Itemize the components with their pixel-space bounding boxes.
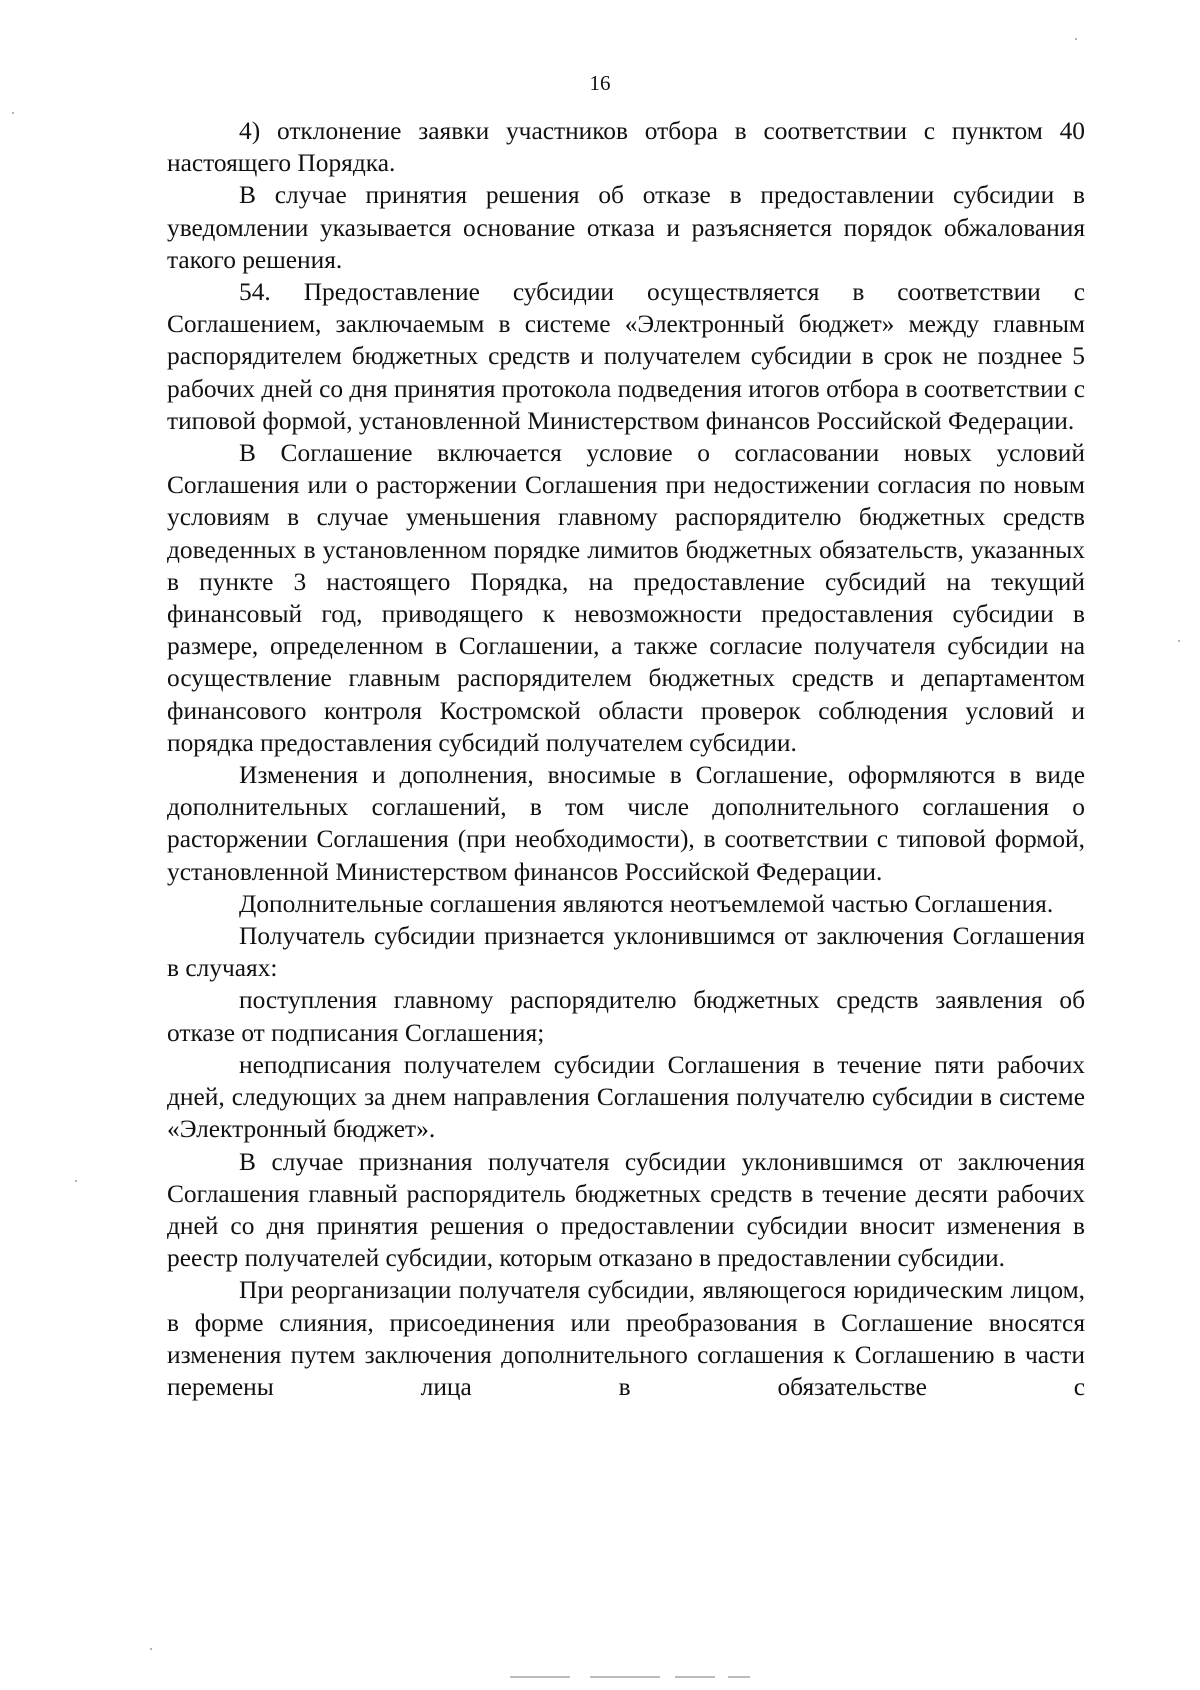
document-body — [167, 115, 1085, 1403]
paragraph-agreement-changes: Изменения и дополнения, вносимые в Соглашение, оформляются в виде дополнительных соглашений, в том числе дополнительного соглашения о расторжении Соглашения (при необходимости), в соответствии с типовой формой, установленной Министерством финансов Российской Федерации. — [167, 761, 1085, 886]
paragraph-evasion-case-refusal: поступления главному распорядителю бюджетных средств заявления об отказе от подписания Соглашения; — [167, 986, 1085, 1047]
paragraph-evasion-cases: Получатель субсидии признается уклонившимся от заключения Соглашения в случаях: — [167, 922, 1085, 983]
bottom-scan-marks — [500, 1674, 760, 1680]
scan-speck — [1075, 38, 1077, 40]
paragraph-54-subsidy-agreement: 54. Предоставление субсидии осуществляется в соответствии с Соглашением, заключаемым в системе «Электронный бюджет» между главным распорядителем бюджетных средств и получателем субсидии в срок не позднее 5 рабочих дней со дня принятия протокола подведения итогов отбора в соответствии с типовой формой, установленной Министерством финансов Российской Федерации. — [167, 278, 1085, 435]
paragraph-refusal-notice: В случае принятия решения об отказе в предоставлении субсидии в уведомлении указывается основание отказа и разъясняется порядок обжалования такого решения. — [167, 181, 1085, 274]
paragraph-additional-agreements: Дополнительные соглашения являются неотъемлемой частью Соглашения. — [239, 889, 1054, 918]
paragraph-reorganization: При реорганизации получателя субсидии, являющегося юридическим лицом, в форме слияния, присоединения или преобразования в Соглашение вносятся изменения путем заключения дополнительного соглашения к Соглашению в части перемены лица в обязательстве с — [167, 1276, 1085, 1401]
page-number: 16 — [589, 71, 611, 95]
scan-speck — [150, 1648, 152, 1650]
scan-speck — [1178, 640, 1180, 642]
paragraph-evasion-consequence: В случае признания получателя субсидии уклонившимся от заключения Соглашения главный распорядитель бюджетных средств в течение десяти рабочих дней со дня принятия решения о предоставлении субсидии вносит изменения в реестр получателей субсидии, которым отказано в предоставлении субсидии. — [167, 1147, 1085, 1273]
scan-speck — [75, 1180, 77, 1182]
paragraph-evasion-case-unsigned: неподписания получателем субсидии Соглашения в течение пяти рабочих дней, следующих за днем направления Соглашения получателю субсидии в системе «Электронный бюджет». — [167, 1050, 1085, 1144]
scan-speck — [12, 112, 14, 114]
paragraph-agreement-conditions: В Соглашение включается условие о согласовании новых условий Соглашения или о расторжении Соглашения при недостижении согласия по новым условиям в случае уменьшения главному распорядителю бюджетных средств доведенных в установленном порядке лимитов бюджетных обязательств, указанных в пункте 3 настоящего Порядка, на предоставление субсидий на текущий финансовый год, приводящего к невозможности предоставления субсидии в размере, определенном в Соглашении, а также согласие получателя субсидии на осуществление главным распорядителем бюджетных средств и департаментом финансового контроля Костромской области проверок соблюдения условий и порядка предоставления субсидий получателем субсидии. — [167, 439, 1085, 757]
paragraph-rejection-item: 4) отклонение заявки участников отбора в соответствии с пунктом 40 настоящего Порядка. — [167, 117, 1085, 178]
